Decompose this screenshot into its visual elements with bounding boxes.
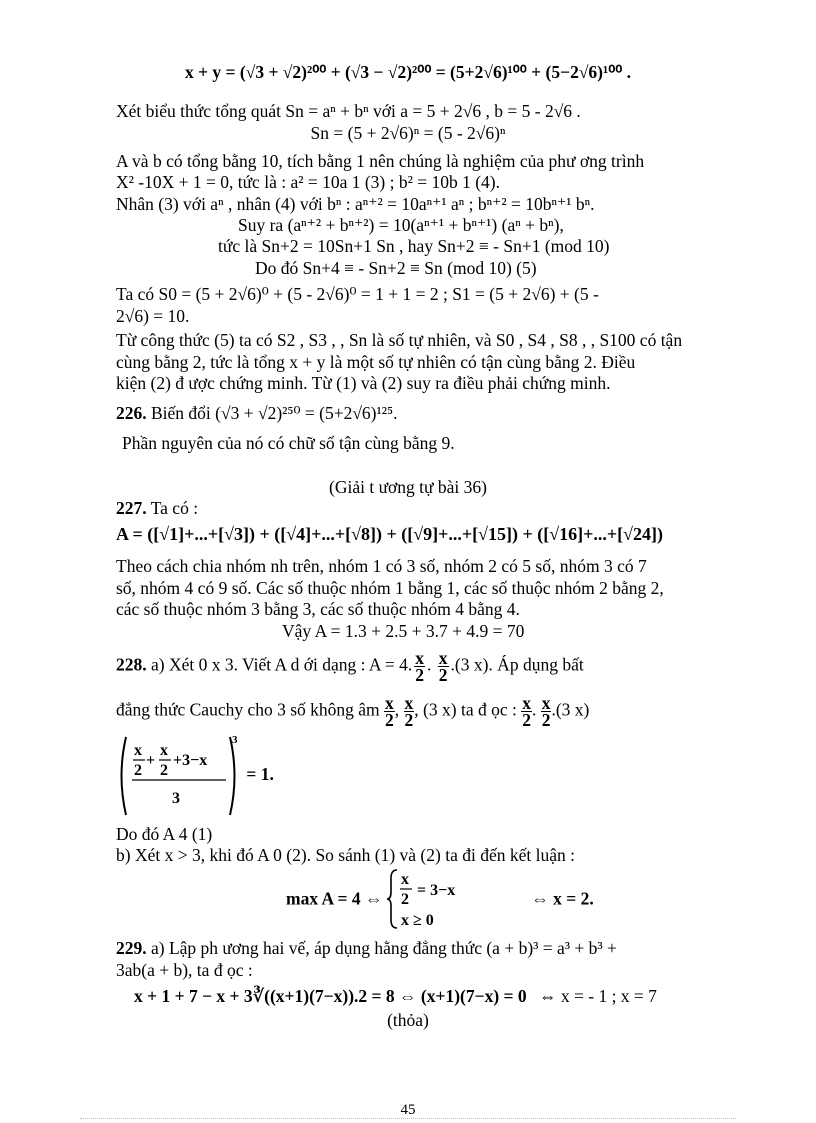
text-conclusion-3: kiện (2) đ ược chứng minh. Từ (1) và (2) suy ra điều phải chứng minh. (116, 373, 611, 393)
svg-text:x: x (400, 871, 409, 888)
problem-229-number: 229. (116, 938, 147, 958)
fraction-den: 2 (522, 710, 531, 730)
fraction-den: 2 (404, 710, 414, 730)
text-groups-3: các số thuộc nhóm 3 bằng 3, các số thuộc nhóm 4 bằng 4. (116, 599, 520, 619)
text-quadratic: X² -10X + 1 = 0, tức là : a² = 10a 1 (3) ; b² = 10b 1 (4). (116, 172, 501, 192)
fraction-den: 2 (385, 710, 394, 730)
svg-text:3: 3 (232, 734, 238, 746)
max-a-label: max A = 4 ⇔ (286, 888, 383, 909)
text-conclusion-2: cùng bằng 2, tức là tổng x + y là một số tự nhiên có tận cùng bằng 2. Điều (116, 352, 636, 372)
problem-229-text: a) Lập ph ương hai vế, áp dụng hằng đẳng thức (a + b)³ = a³ + b³ + (151, 938, 617, 958)
fraction-num: x (404, 693, 414, 713)
cauchy-fraction (116, 733, 274, 819)
cauchy-line: đẳng thức Cauchy cho 3 số không âm $\frac{x}{2}$ , $\frac{x}{2}$ , (3 x) ta đ ọc : $\frac{x}{2}$ . $\frac{x}{2}$ .(3 x) (116, 693, 590, 730)
max-result: ⇔ x = 2. (531, 888, 594, 909)
svg-text:= 3−x: = 3−x (416, 882, 456, 899)
solutions: ⇔ x = - 1 ; x = 7 (539, 986, 657, 1006)
text-s0-s1: Ta có S0 = (5 + 2√6)⁰ + (5 - 2√6)⁰ = 1 + 1 = 2 ; S1 = (5 + 2√6) + (5 - (116, 284, 599, 304)
page-number: 45 (400, 1102, 416, 1118)
text-general-sum: Xét biểu thức tổng quát Sn = aⁿ + bⁿ với a = 5 + 2√6 , b = 5 - 2√6 . (116, 101, 581, 121)
text-so-a-le-4: Do đó A 4 (1) (116, 824, 213, 844)
formula-sum-xy: x + y = (√3 + √2)²⁰⁰ + (√3 − √2)²⁰⁰ = (5+2√6)¹⁰⁰ + (5−2√6)¹⁰⁰ . (184, 62, 632, 82)
fraction-num: x (541, 693, 551, 713)
text-conclusion-1: Từ công thức (5) ta có S2 , S3 , , Sn là số tự nhiên, và S0 , S4 , S8 , , S100 có tận (116, 330, 683, 350)
svg-text:2: 2 (134, 762, 142, 779)
svg-text:+3−x: +3−x (173, 752, 208, 769)
fraction-num: x (522, 693, 531, 713)
cauchy-text-2: , (3 x) ta đ ọc : (414, 699, 517, 720)
text-recurrence: tức là Sn+2 = 10Sn+1 Sn , hay Sn+2 ≡ - Sn+1 (mod 10) (218, 236, 610, 256)
fraction-x-over-2 (414, 650, 425, 683)
text-groups-2: số, nhóm 4 có 9 số. Các số thuộc nhóm 1 bằng 1, các số thuộc nhóm 2 bằng 2, (116, 578, 664, 598)
problem-228-number: 228. (116, 654, 147, 675)
fraction-x-over-2 (438, 650, 449, 683)
svg-text:3: 3 (172, 790, 180, 807)
svg-text:x ≥ 0: x ≥ 0 (400, 912, 434, 929)
problem-228-a: 228. a) Xét 0 x 3. Viết A d ới dạng : A = 4. $\frac{x}{2}$ . $\frac{x}{2}$ .(3 x). Áp dụng bất (116, 648, 584, 685)
text-infer: Suy ra (aⁿ⁺² + bⁿ⁺²) = 10(aⁿ⁺¹ + bⁿ⁺¹) (aⁿ + bⁿ), (238, 215, 564, 235)
cauchy-text-3: .(3 x) (551, 699, 590, 720)
equals-one: = 1. (246, 764, 274, 785)
svg-text:2: 2 (400, 891, 409, 908)
problem-227 (116, 498, 198, 519)
problem-226 (116, 403, 397, 424)
svg-text:x: x (134, 742, 142, 759)
problem-229-a (116, 938, 617, 959)
fraction-num: x (415, 648, 425, 668)
problem-226-number: 226. (116, 403, 147, 423)
system-brace (387, 868, 527, 930)
fraction-x-over-2 (404, 695, 415, 728)
cauchy-text: đẳng thức Cauchy cho 3 số không âm (116, 699, 380, 720)
text-valid: (thỏa) (387, 1010, 429, 1030)
problem-227-text: Ta có : (150, 498, 199, 518)
max-system (286, 868, 594, 930)
svg-text:+: + (146, 752, 156, 769)
text-result-70: Vậy A = 1.3 + 2.5 + 3.7 + 4.9 = 70 (282, 621, 525, 641)
fraction-den: 2 (415, 665, 425, 685)
text-roots: A và b có tổng bằng 10, tích bằng 1 nên chúng là nghiệm của phư ơng trình (116, 151, 645, 171)
fraction-num: x (385, 693, 394, 713)
problem-227-number: 227. (116, 498, 147, 518)
svg-text:2: 2 (160, 762, 168, 779)
fraction-den: 2 (541, 710, 551, 730)
fraction-x-over-2 (521, 695, 532, 728)
text-groups-1: Theo cách chia nhóm nh trên, nhóm 1 có 3 số, nhóm 2 có 5 số, nhóm 3 có 7 (116, 556, 647, 576)
svg-text:x: x (160, 742, 168, 759)
text-integer-part: Phần nguyên của nó có chữ số tận cùng bằng 9. (122, 433, 455, 453)
fraction-x-over-2 (384, 695, 395, 728)
formula-group-sum: A = ([√1]+...+[√3]) + ([√4]+...+[√8]) + ([√9]+...+[√15]) + ([√16]+...+[√24]) (116, 524, 663, 544)
text-we-get: 3ab(a + b), ta đ ọc : (116, 960, 253, 980)
formula-cube-root (134, 986, 657, 1007)
text-multiply: Nhân (3) với aⁿ , nhân (4) với bⁿ : aⁿ⁺² = 10aⁿ⁺¹ aⁿ ; bⁿ⁺² = 10bⁿ⁺¹ bⁿ. (116, 194, 595, 214)
problem-228-text-end: .(3 x). Áp dụng bất (450, 654, 584, 675)
text-similar-solution: (Giải t ương tự bài 36) (329, 477, 487, 497)
fraction-num: x (438, 648, 448, 668)
fraction-den: 2 (438, 665, 448, 685)
problem-228-text: a) Xét 0 x 3. Viết A d ới dạng : A = 4. (151, 654, 413, 675)
text-case-b: b) Xét x > 3, khi đó A 0 (2). So sánh (1) và (2) ta đi đến kết luận : (116, 845, 575, 865)
problem-226-text: Biến đổi (√3 + √2)²⁵⁰ = (5+2√6)¹²⁵. (151, 403, 398, 423)
text-mod: Do đó Sn+4 ≡ - Sn+2 ≡ Sn (mod 10) (5) (255, 258, 537, 278)
footer-divider (80, 1118, 736, 1119)
text-s1-end: 2√6) = 10. (116, 306, 190, 326)
fraction-x-over-2 (541, 695, 552, 728)
cube-root-equation: x + 1 + 7 − x + 3∛((x+1)(7−x)).2 = 8 ⇔ (x+1)(7−x) = 0 (134, 986, 527, 1006)
big-paren-fraction (116, 733, 242, 819)
formula-sn: Sn = (5 + 2√6)ⁿ = (5 - 2√6)ⁿ (310, 123, 506, 143)
